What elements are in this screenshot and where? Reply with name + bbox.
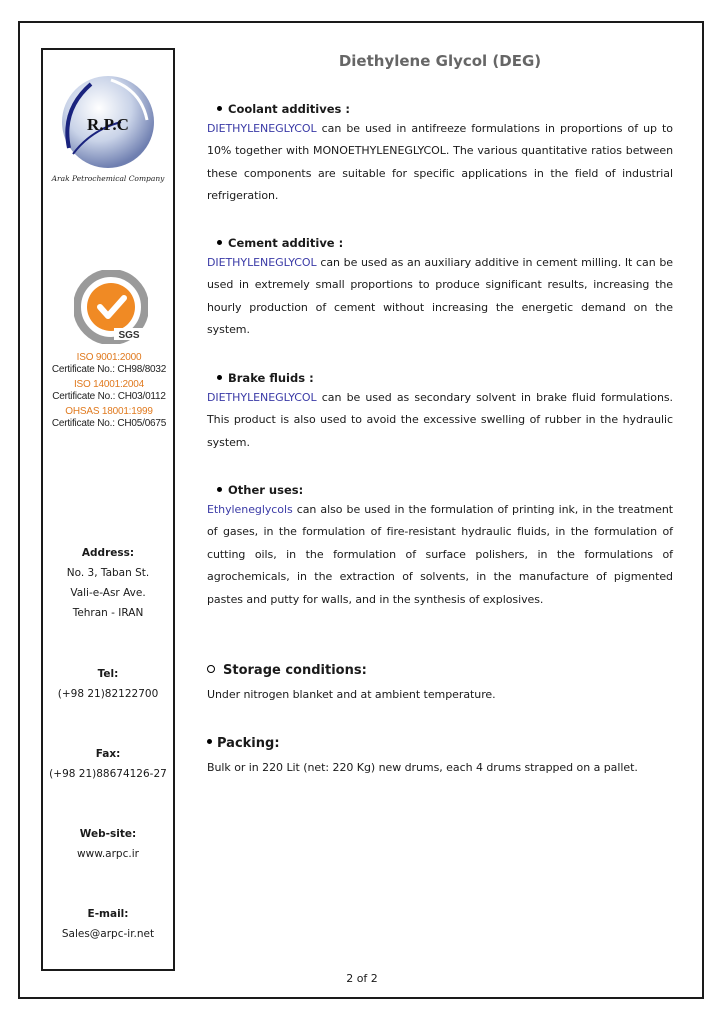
- address-label: Address:: [81, 547, 135, 559]
- product-name-highlight: Ethyleneglycols: [207, 503, 293, 516]
- section-packing: [207, 734, 673, 779]
- section-text: DIETHYLENEGLYCOL can be used as an auxiliary additive in cement milling. It can be used in extremely small proportions to produce significant results, increasing the hourly production of cement without increasing the energetic demand on the system.: [207, 256, 673, 337]
- section-storage: [207, 661, 673, 706]
- certification-badge: [74, 270, 148, 344]
- cert-standard: ISO 9001:2000: [76, 352, 142, 363]
- section-text: DIETHYLENEGLYCOL can be used as secondary solvent in brake fluid formulations. This product is also used to avoid the excessive swelling of rubber in the hydraulic system.: [207, 391, 673, 449]
- bullet-icon: [217, 240, 222, 245]
- svg-text:SGS: SGS: [118, 330, 140, 341]
- email-label: E-mail:: [87, 908, 129, 920]
- website-label: Web-site:: [79, 828, 137, 840]
- company-name: Arak Petrochemical Company: [51, 174, 165, 183]
- email-block: [43, 904, 173, 944]
- company-logo: [51, 70, 165, 190]
- section-brake-fluids: [207, 369, 673, 454]
- cert-number: Certificate No.: CH03/0112: [52, 390, 166, 402]
- section-text: Ethyleneglycols can also be used in the formulation of printing ink, in the treatment of gases, in the formulation of fire-resistant hydraulic fluids, in the formulation of cutting oils, in the formulation of surface polishers, in the formulations of agrochemicals, in the extraction of solvents, in the manufacture of pigmented pastes and putty for walls, and in the synthesis of explosives.: [207, 503, 673, 606]
- email-link[interactable]: Sales@arpc-ir.net: [61, 928, 155, 940]
- section-cement: [207, 234, 673, 342]
- fax-label: Fax:: [95, 748, 121, 760]
- fax-value: (+98 21)88674126-27: [49, 768, 167, 780]
- certification-list: [47, 352, 171, 433]
- cert-standard: OHSAS 18001:1999: [65, 406, 153, 417]
- cert-standard: ISO 14001:2004: [73, 379, 145, 390]
- address-line: Vali-e-Asr Ave.: [70, 587, 146, 599]
- address-line: No. 3, Taban St.: [66, 567, 150, 579]
- document-title: Diethylene Glycol (DEG): [338, 52, 542, 70]
- bullet-icon: [217, 487, 222, 492]
- website-block: [43, 824, 173, 864]
- rpc-globe-icon: [51, 70, 165, 174]
- section-heading: Coolant additives :: [207, 100, 673, 118]
- product-name-highlight: DIETHYLENEGLYCOL: [207, 122, 317, 135]
- address-block: [43, 543, 173, 623]
- page-number: 2 of 2: [346, 972, 378, 985]
- address-line: Tehran - IRAN: [72, 607, 144, 619]
- tel-value: (+98 21)82122700: [57, 688, 159, 700]
- section-heading: Other uses:: [207, 481, 673, 499]
- storage-heading: Storage conditions:: [207, 661, 673, 681]
- svg-text:R.P.C: R.P.C: [87, 115, 129, 134]
- section-other-uses: [207, 481, 673, 611]
- cert-number: Certificate No.: CH98/8032: [51, 363, 167, 375]
- bullet-icon: [207, 739, 212, 744]
- product-name-highlight: DIETHYLENEGLYCOL: [207, 391, 317, 404]
- packing-heading: Packing:: [207, 734, 673, 754]
- certification-check-icon: [74, 270, 148, 344]
- section-text: DIETHYLENEGLYCOL can be used in antifreeze formulations in proportions of up to 10% together with MONOETHYLENEGLYCOL. The various quantitative ratios between these components are suitable for specific applications in the field of industrial refrigeration.: [207, 122, 673, 203]
- product-name-highlight: DIETHYLENEGLYCOL: [207, 256, 317, 269]
- tel-block: [43, 664, 173, 704]
- website-link[interactable]: www.arpc.ir: [77, 848, 139, 860]
- section-heading: Cement additive :: [207, 234, 673, 252]
- bullet-icon: [217, 375, 222, 380]
- circle-bullet-icon: [207, 665, 215, 673]
- section-coolant: [207, 100, 673, 208]
- bullet-icon: [217, 106, 222, 111]
- storage-text: Under nitrogen blanket and at ambient temperature.: [207, 688, 496, 701]
- tel-label: Tel:: [97, 668, 119, 680]
- packing-text: Bulk or in 220 Lit (net: 220 Kg) new drums, each 4 drums strapped on a pallet.: [207, 761, 638, 774]
- fax-block: [43, 744, 173, 784]
- section-heading: Brake fluids :: [207, 369, 673, 387]
- cert-number: Certificate No.: CH05/0675: [51, 417, 167, 429]
